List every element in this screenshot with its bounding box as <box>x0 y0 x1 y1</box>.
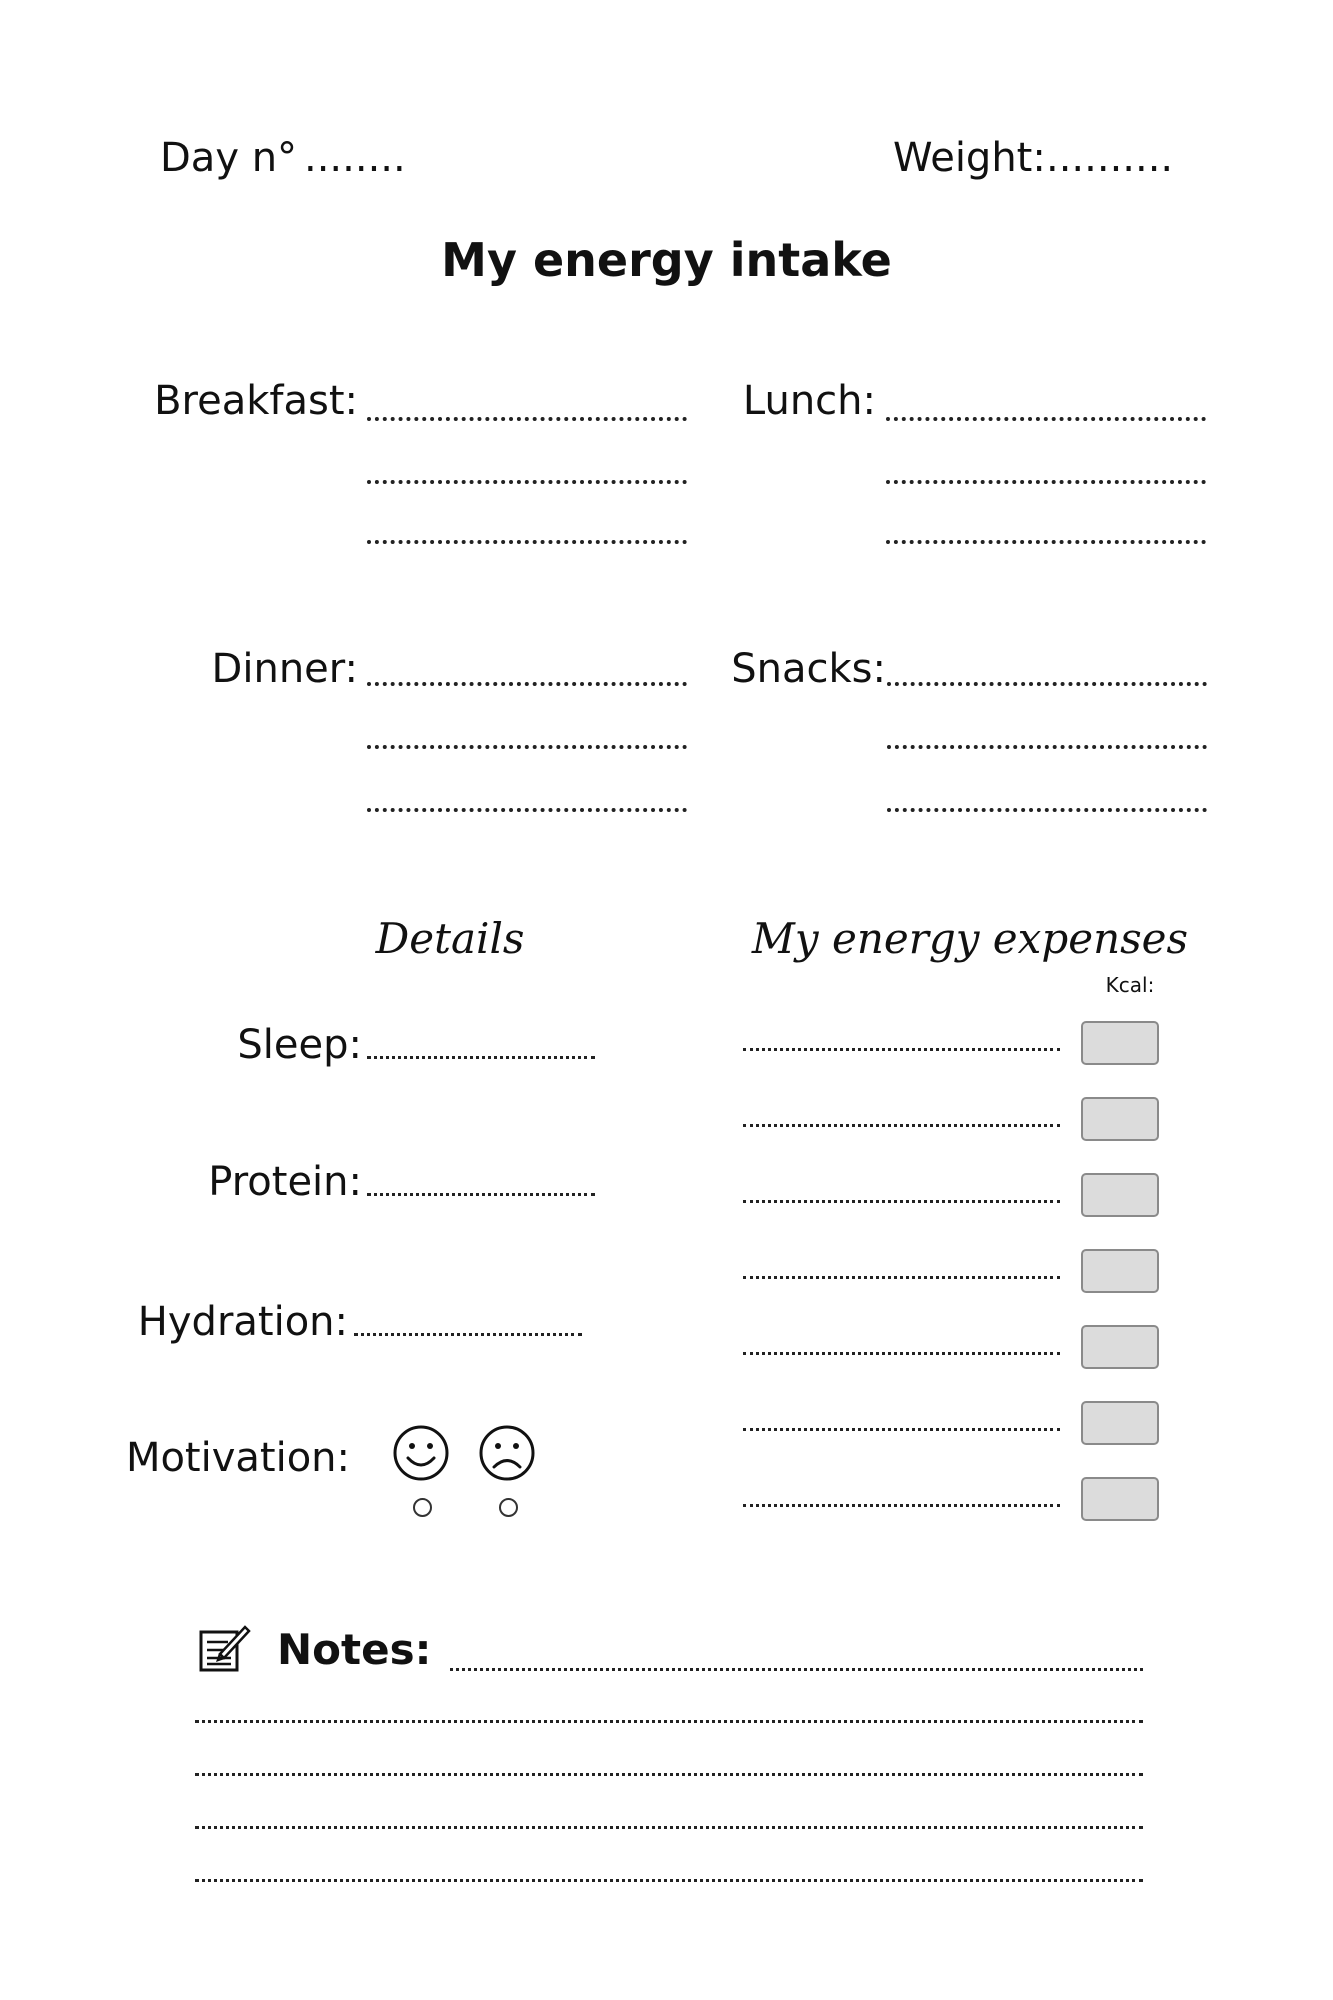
expense-line[interactable] <box>743 1428 1060 1431</box>
breakfast-label: Breakfast: <box>154 378 358 424</box>
dinner-line[interactable] <box>367 808 687 812</box>
expense-line[interactable] <box>743 1504 1060 1507</box>
kcal-input[interactable] <box>1081 1173 1159 1217</box>
details-heading: Details <box>375 914 525 963</box>
snacks-line[interactable] <box>887 745 1207 749</box>
smiley-face-icon <box>392 1424 450 1482</box>
notes-line[interactable] <box>195 1720 1143 1723</box>
day-number-label: Day n° <box>160 135 298 181</box>
notes-line[interactable] <box>195 1773 1143 1776</box>
kcal-input[interactable] <box>1081 1097 1159 1141</box>
weight-label: Weight: <box>893 135 1046 181</box>
day-number-value[interactable]: ........ <box>304 135 406 181</box>
kcal-input[interactable] <box>1081 1477 1159 1521</box>
energy-expenses-heading: My energy expenses <box>751 914 1189 963</box>
dinner-line[interactable] <box>367 745 687 749</box>
sleep-line[interactable] <box>367 1056 595 1059</box>
hydration-line[interactable] <box>354 1333 582 1336</box>
snacks-line[interactable] <box>887 682 1207 686</box>
page-title: My energy intake <box>441 233 892 287</box>
snacks-line[interactable] <box>887 808 1207 812</box>
lunch-line[interactable] <box>886 480 1206 484</box>
sleep-label: Sleep: <box>237 1022 362 1068</box>
kcal-input[interactable] <box>1081 1021 1159 1065</box>
dinner-label: Dinner: <box>211 646 358 692</box>
lunch-label: Lunch: <box>742 378 876 424</box>
notes-label: Notes: <box>277 1625 432 1674</box>
expense-line[interactable] <box>743 1048 1060 1051</box>
notes-line[interactable] <box>195 1826 1143 1829</box>
breakfast-line[interactable] <box>367 417 687 421</box>
notes-line[interactable] <box>450 1668 1143 1671</box>
breakfast-line[interactable] <box>367 480 687 484</box>
expense-line[interactable] <box>743 1200 1060 1203</box>
protein-line[interactable] <box>367 1193 595 1196</box>
lunch-line[interactable] <box>886 540 1206 544</box>
expense-line[interactable] <box>743 1352 1060 1355</box>
snacks-label: Snacks: <box>731 646 886 692</box>
lunch-line[interactable] <box>886 417 1206 421</box>
kcal-input[interactable] <box>1081 1401 1159 1445</box>
motivation-sad-radio[interactable] <box>499 1498 518 1517</box>
expense-line[interactable] <box>743 1276 1060 1279</box>
breakfast-line[interactable] <box>367 540 687 544</box>
notes-line[interactable] <box>195 1879 1143 1882</box>
kcal-input[interactable] <box>1081 1325 1159 1369</box>
hydration-label: Hydration: <box>137 1299 348 1345</box>
motivation-happy-radio[interactable] <box>413 1498 432 1517</box>
weight-value[interactable]: .......... <box>1046 135 1174 181</box>
kcal-input[interactable] <box>1081 1249 1159 1293</box>
frowning-face-icon <box>478 1424 536 1482</box>
notepad-pencil-icon <box>198 1622 252 1678</box>
kcal-label: Kcal: <box>1105 973 1155 997</box>
dinner-line[interactable] <box>367 682 687 686</box>
expense-line[interactable] <box>743 1124 1060 1127</box>
motivation-label: Motivation: <box>125 1435 350 1481</box>
protein-label: Protein: <box>208 1159 362 1205</box>
